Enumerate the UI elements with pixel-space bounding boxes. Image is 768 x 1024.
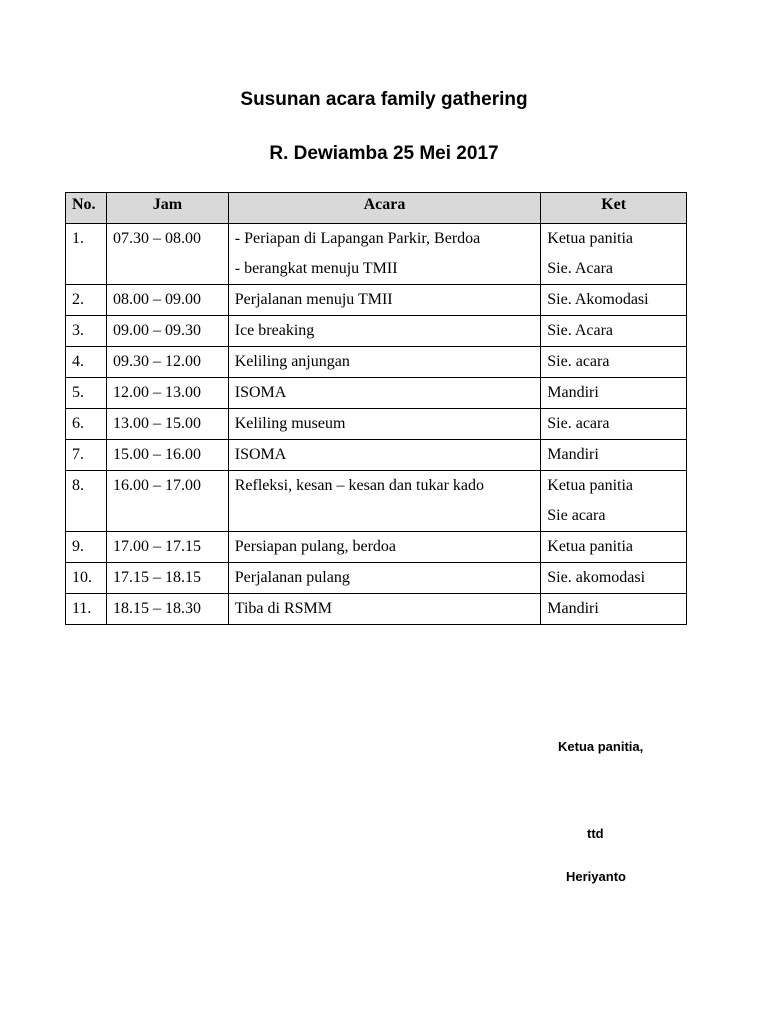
cell-no: 6. xyxy=(66,409,107,440)
cell-acara xyxy=(228,440,541,471)
acara-line: Keliling anjungan xyxy=(234,353,350,370)
header-acara: Acara xyxy=(228,193,541,224)
cell-acara xyxy=(228,532,541,563)
cell-no: 7. xyxy=(66,440,107,471)
cell-jam: 09.30 – 12.00 xyxy=(106,347,228,378)
signature-name: Heriyanto xyxy=(566,869,626,884)
ket-line: Mandiri xyxy=(547,446,599,463)
schedule-body xyxy=(66,224,687,625)
table-row xyxy=(66,224,687,285)
table-row xyxy=(66,532,687,563)
cell-acara xyxy=(228,563,541,594)
ket-line: Sie. acara xyxy=(547,353,610,370)
ket-line: Sie. akomodasi xyxy=(547,569,646,586)
cell-ket xyxy=(541,409,687,440)
cell-no: 5. xyxy=(66,378,107,409)
cell-acara xyxy=(228,409,541,440)
ket-line: Sie. Acara xyxy=(547,260,614,277)
cell-jam: 13.00 – 15.00 xyxy=(106,409,228,440)
acara-line: Persiapan pulang, berdoa xyxy=(234,538,397,555)
cell-jam: 15.00 – 16.00 xyxy=(106,440,228,471)
schedule-table xyxy=(65,192,687,625)
cell-no: 11. xyxy=(66,594,107,625)
cell-jam: 09.00 – 09.30 xyxy=(106,316,228,347)
header-no: No. xyxy=(66,193,107,224)
cell-no: 8. xyxy=(66,471,107,532)
acara-line: Ice breaking xyxy=(234,322,315,339)
cell-jam: 07.30 – 08.00 xyxy=(106,224,228,285)
acara-line: Tiba di RSMM xyxy=(234,600,332,617)
cell-no: 2. xyxy=(66,285,107,316)
cell-acara xyxy=(228,347,541,378)
cell-jam: 16.00 – 17.00 xyxy=(106,471,228,532)
cell-acara xyxy=(228,285,541,316)
cell-no: 9. xyxy=(66,532,107,563)
cell-no: 10. xyxy=(66,563,107,594)
acara-line: ISOMA xyxy=(234,446,287,463)
cell-ket xyxy=(541,563,687,594)
ket-line: Sie. acara xyxy=(547,415,610,432)
cell-jam: 12.00 – 13.00 xyxy=(106,378,228,409)
ket-line: Ketua panitia xyxy=(547,477,634,494)
cell-acara xyxy=(228,594,541,625)
cell-no: 4. xyxy=(66,347,107,378)
cell-ket xyxy=(541,471,687,532)
cell-ket xyxy=(541,440,687,471)
header-ket: Ket xyxy=(541,193,687,224)
cell-acara xyxy=(228,378,541,409)
table-row xyxy=(66,563,687,594)
cell-no: 3. xyxy=(66,316,107,347)
ket-line: Ketua panitia xyxy=(547,538,634,555)
cell-acara xyxy=(228,316,541,347)
ket-line: Mandiri xyxy=(547,384,599,401)
acara-line: ISOMA xyxy=(234,384,287,401)
table-row xyxy=(66,316,687,347)
table-row xyxy=(66,440,687,471)
acara-line: Perjalanan pulang xyxy=(234,569,350,586)
cell-ket xyxy=(541,285,687,316)
header-jam: Jam xyxy=(106,193,228,224)
table-header-row xyxy=(66,193,687,224)
table-row xyxy=(66,594,687,625)
table-row xyxy=(66,409,687,440)
document-title: Susunan acara family gathering xyxy=(240,89,528,110)
table-row xyxy=(66,347,687,378)
cell-ket xyxy=(541,347,687,378)
acara-line: Keliling museum xyxy=(234,415,346,432)
cell-jam: 08.00 – 09.00 xyxy=(106,285,228,316)
acara-line: - Periapan di Lapangan Parkir, Berdoa xyxy=(234,230,481,247)
signature-role: Ketua panitia, xyxy=(558,739,644,754)
cell-jam: 18.15 – 18.30 xyxy=(106,594,228,625)
ket-line: Sie acara xyxy=(547,507,606,524)
ket-line: Sie. Akomodasi xyxy=(547,291,649,308)
ket-line: Sie. Acara xyxy=(547,322,614,339)
table-row xyxy=(66,285,687,316)
signature-ttd: ttd xyxy=(587,826,604,841)
ket-line: Mandiri xyxy=(547,600,599,617)
cell-jam: 17.00 – 17.15 xyxy=(106,532,228,563)
table-row xyxy=(66,378,687,409)
cell-acara xyxy=(228,471,541,532)
cell-ket xyxy=(541,316,687,347)
acara-line: - berangkat menuju TMII xyxy=(234,260,398,277)
cell-ket xyxy=(541,594,687,625)
acara-line: Perjalanan menuju TMII xyxy=(234,291,393,308)
table-row xyxy=(66,471,687,532)
cell-jam: 17.15 – 18.15 xyxy=(106,563,228,594)
cell-acara xyxy=(228,224,541,285)
cell-ket xyxy=(541,378,687,409)
cell-ket xyxy=(541,532,687,563)
acara-line: Refleksi, kesan – kesan dan tukar kado xyxy=(234,477,485,494)
cell-no: 1. xyxy=(66,224,107,285)
cell-ket xyxy=(541,224,687,285)
ket-line: Ketua panitia xyxy=(547,230,634,247)
document-subtitle: R. Dewiamba 25 Mei 2017 xyxy=(269,143,499,164)
